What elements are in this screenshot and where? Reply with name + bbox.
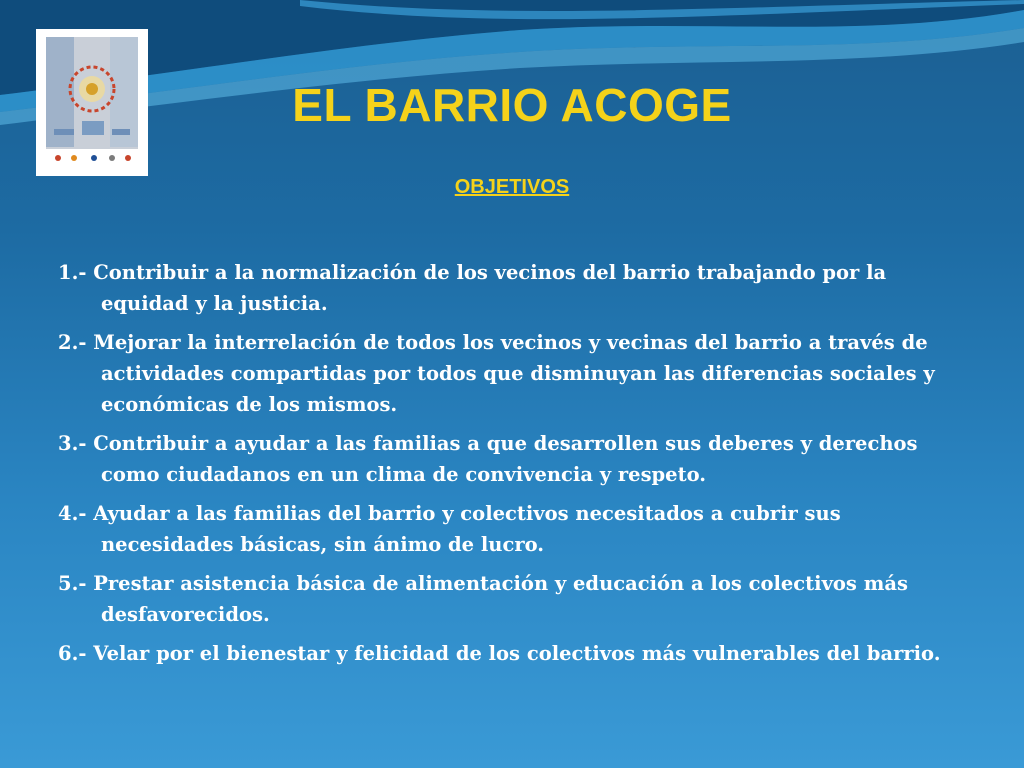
objective-item: 3.- Contribuir a ayudar a las familias a que desarrollen sus deberes y derechos como ciudadanos en un clima de convivencia y respeto. xyxy=(58,432,918,486)
objective-item: 2.- Mejorar la interrelación de todos los vecinos y vecinas del barrio a través de actividades compartidas por todos que disminuyan las diferencias sociales y económicas de los mismos. xyxy=(58,331,935,416)
objective-item: 6.- Velar por el bienestar y felicidad de los colectivos más vulnerables del barrio. xyxy=(58,642,941,665)
objectives-heading: OBJETIVOS xyxy=(454,176,570,198)
objectives-list xyxy=(58,257,978,677)
slide-title: EL BARRIO ACOGE xyxy=(292,79,732,131)
objective-item: 5.- Prestar asistencia básica de alimentación y educación a los colectivos más desfavorecidos. xyxy=(58,572,908,626)
objective-item: 4.- Ayudar a las familias del barrio y colectivos necesitados a cubrir sus necesidades básicas, sin ánimo de lucro. xyxy=(58,502,841,556)
objective-item: 1.- Contribuir a la normalización de los vecinos del barrio trabajando por la equidad y la justicia. xyxy=(58,261,887,315)
